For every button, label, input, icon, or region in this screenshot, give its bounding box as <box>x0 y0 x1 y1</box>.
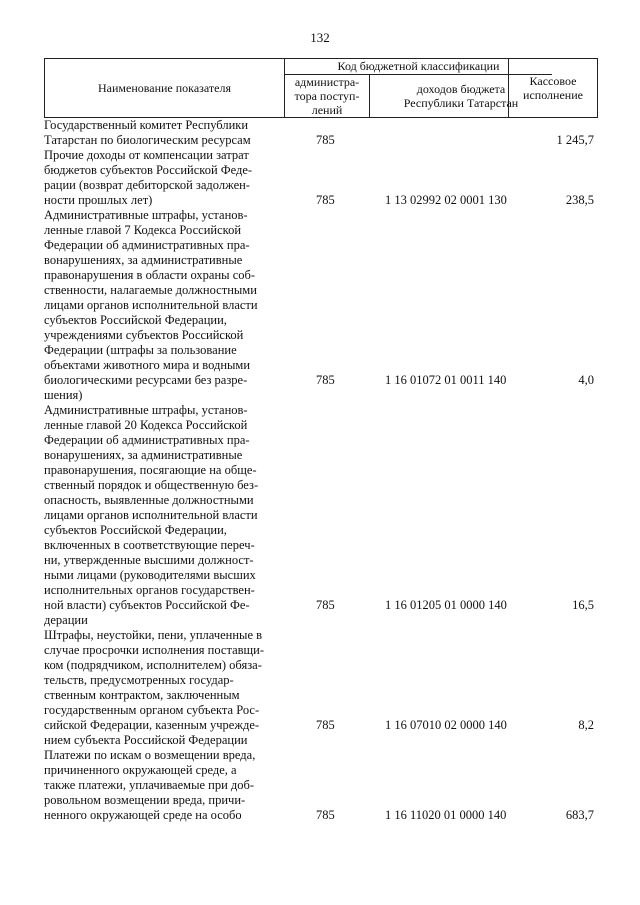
row-description: Государственный комитет Республики Татарстан по биологическим ресурсам <box>44 118 251 147</box>
row-admin-code: 785 <box>316 808 335 822</box>
header-execution <box>508 59 598 117</box>
row-admin-code: 785 <box>316 133 335 147</box>
header-code-title: Код бюджетной классификации <box>285 59 552 75</box>
row-amount: 8,2 <box>578 718 594 732</box>
table-row <box>44 403 598 628</box>
table-row <box>44 628 598 748</box>
budget-table <box>44 58 598 823</box>
row-amount: 683,7 <box>565 808 594 822</box>
row-admin-code: 785 <box>316 718 335 732</box>
table-row <box>44 748 598 823</box>
row-income-code: 1 16 01205 01 0000 140 <box>385 598 507 612</box>
row-income-code: 1 16 01072 01 0011 140 <box>385 373 507 387</box>
row-amount: 4,0 <box>578 373 594 387</box>
header-admin-label: администра- тора поступ- лений <box>294 75 360 117</box>
row-income-code: 1 13 02992 02 0001 130 <box>385 193 507 207</box>
header-execution-label: Кассовое исполнение <box>523 74 583 102</box>
table-row <box>44 148 598 208</box>
row-amount: 1 245,7 <box>556 133 594 147</box>
header-name <box>44 59 284 117</box>
row-description: Штрафы, неустойки, пени, уплаченные в случае просрочки исполнения поставщи- ком (подрядчиком, исполнителем) обяза- тельств, предусмотренных государ- ственным контрактом, заключенным государственным органом субъекта Рос- сийской Федерации, казенным учрежде- нием субъекта Российской Федерации <box>44 628 265 747</box>
row-description: Прочие доходы от компенсации затрат бюджетов субъектов Российской Феде- рации (возврат дебиторской задолжен- ности прошлых лет) <box>44 148 253 207</box>
row-income-code: 1 16 07010 02 0000 140 <box>385 718 507 732</box>
page-number: 132 <box>310 30 330 45</box>
header-income-label: доходов бюджета Республики Татарстан <box>403 81 519 110</box>
row-admin-code: 785 <box>316 373 335 387</box>
table-header <box>44 58 598 118</box>
row-amount: 238,5 <box>565 193 594 207</box>
row-description: Платежи по искам о возмещении вреда, причиненного окружающей среде, а также платежи, уплачиваемые при доб- ровольном возмещении вреда, причи- ненного окружающей среде на особо <box>44 748 256 822</box>
row-admin-code: 785 <box>316 193 335 207</box>
row-amount: 16,5 <box>572 598 594 612</box>
header-name-label: Наименование показателя <box>98 81 231 95</box>
table-row <box>44 208 598 403</box>
row-income-code: 1 16 11020 01 0000 140 <box>385 808 507 822</box>
row-description: Административные штрафы, установ- ленные главой 7 Кодекса Российской Федерации об административных пра- вонарушениях, за административные правонарушения в области охраны соб- ственности, налагаемые должностными лицами органов исполнительной власти субъектов Российской Федерации, учреждениями субъектов Российской Федерации (штрафы за пользование объектами животного мира и водными биологическими ресурсами без разре- шения) <box>44 208 258 402</box>
row-description: Административные штрафы, установ- ленные главой 20 Кодекса Российской Федерации об административных пра- вонарушениях, за административные правонарушения, посягающие на обще- ственный порядок и общественную без- опасность, выявленные должностными лицами органов исполнительной власти субъектов Российской Федерации, включенных в соответствующие переч- ни, утвержденные высшими должност- ными лицами (руководителями высших исполнительных органов государствен- ной власти) субъектов Российской Фе- дерации <box>44 403 259 627</box>
header-admin <box>285 74 369 117</box>
table-row <box>44 118 598 148</box>
row-admin-code: 785 <box>316 598 335 612</box>
